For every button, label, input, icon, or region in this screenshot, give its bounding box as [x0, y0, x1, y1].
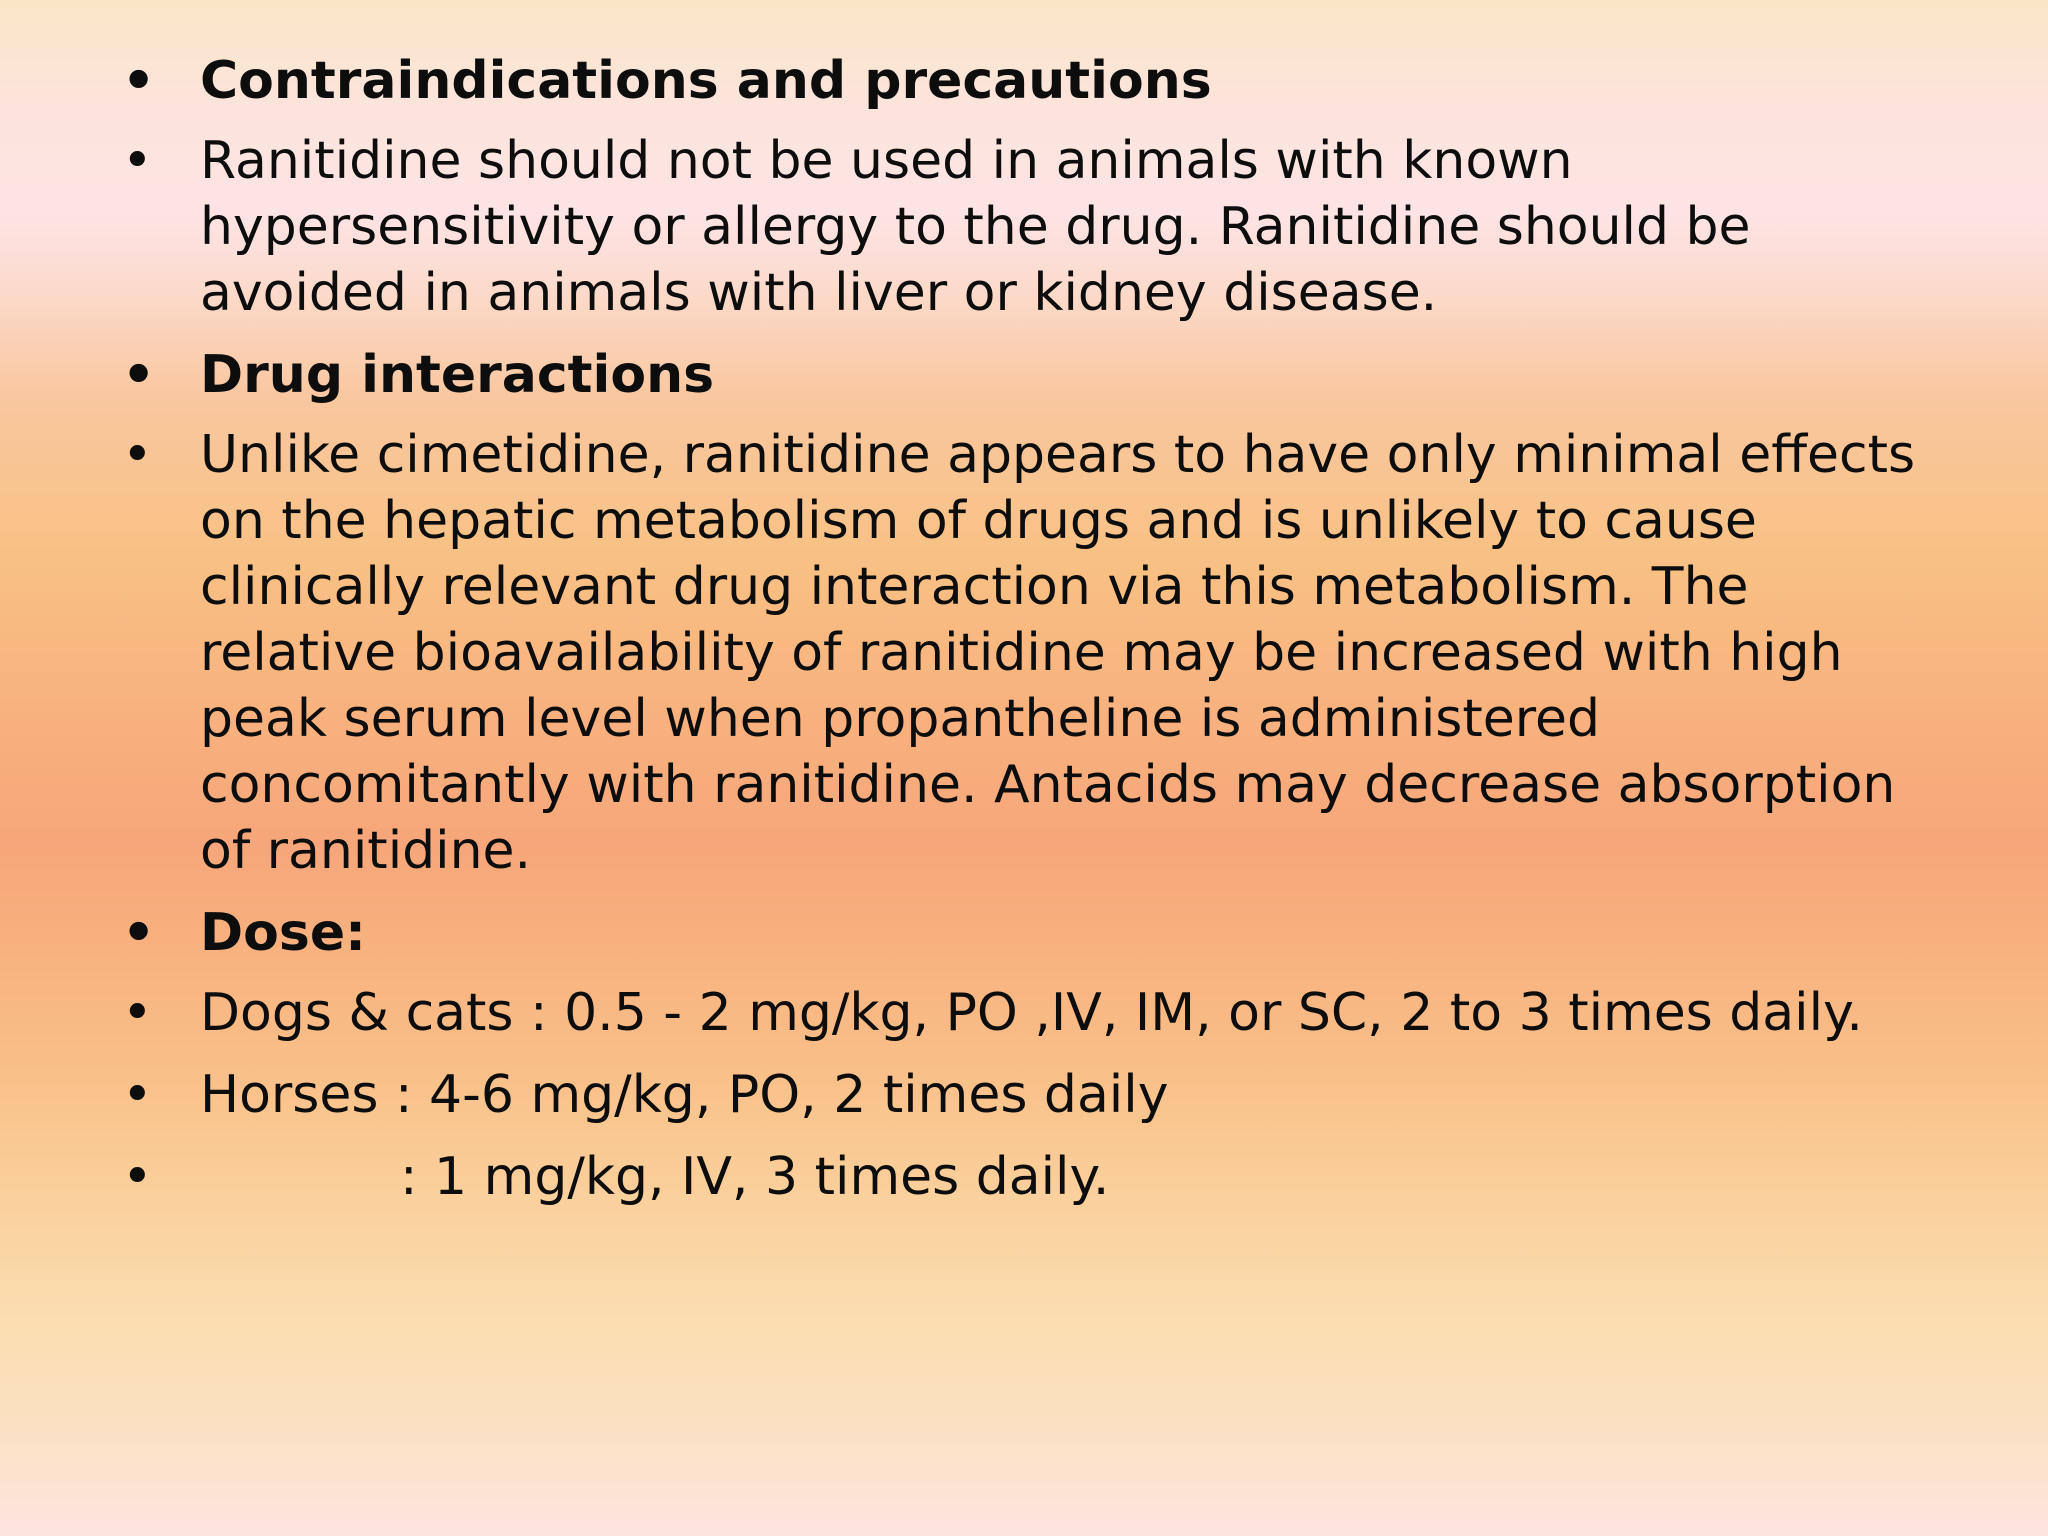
- bullet-icon: •: [122, 51, 156, 111]
- bullet-icon: •: [122, 983, 153, 1043]
- heading-dose: [122, 900, 1952, 966]
- bullet-list: [122, 48, 1952, 1226]
- heading-drug-interactions: [122, 342, 1952, 408]
- heading-contraindications: [122, 48, 1952, 114]
- body-text: Unlike cimetidine, ranitidine appears to have only minimal effects on the hepatic metabolism of drugs and is unlikely to cause clinically relevant drug interaction via this metabolism. The relative bioavailability of ranitidine may be increased with high peak serum level when propantheline is administered concomitantly with ranitidine. Antacids may decrease absorption of ranitidine.: [200, 425, 1916, 881]
- body-text: Ranitidine should not be used in animals with known hypersensitivity or allergy to the drug. Ranitidine should be avoided in animals with liver or kidney disease.: [200, 131, 1751, 323]
- bullet-icon: •: [122, 131, 153, 191]
- dose-horses-iv: [122, 1144, 1952, 1210]
- dose-dogs-cats: [122, 980, 1952, 1046]
- dose-horses-po: [122, 1062, 1952, 1128]
- bullet-icon: •: [122, 425, 153, 485]
- contraindications-text: [122, 128, 1952, 326]
- bullet-icon: •: [122, 345, 156, 405]
- heading-text: Contraindications and precautions: [200, 51, 1212, 111]
- body-text: Dogs & cats : 0.5 - 2 mg/kg, PO ,IV, IM, or SC, 2 to 3 times daily.: [200, 983, 1863, 1043]
- bullet-icon: •: [122, 903, 156, 963]
- drug-interactions-text: [122, 422, 1952, 884]
- body-text: Horses : 4-6 mg/kg, PO, 2 times daily: [200, 1065, 1169, 1125]
- heading-text: Dose:: [200, 903, 366, 963]
- body-text: : 1 mg/kg, IV, 3 times daily.: [400, 1147, 1110, 1207]
- bullet-icon: •: [122, 1065, 153, 1125]
- bullet-icon: •: [122, 1147, 153, 1207]
- heading-text: Drug interactions: [200, 345, 715, 405]
